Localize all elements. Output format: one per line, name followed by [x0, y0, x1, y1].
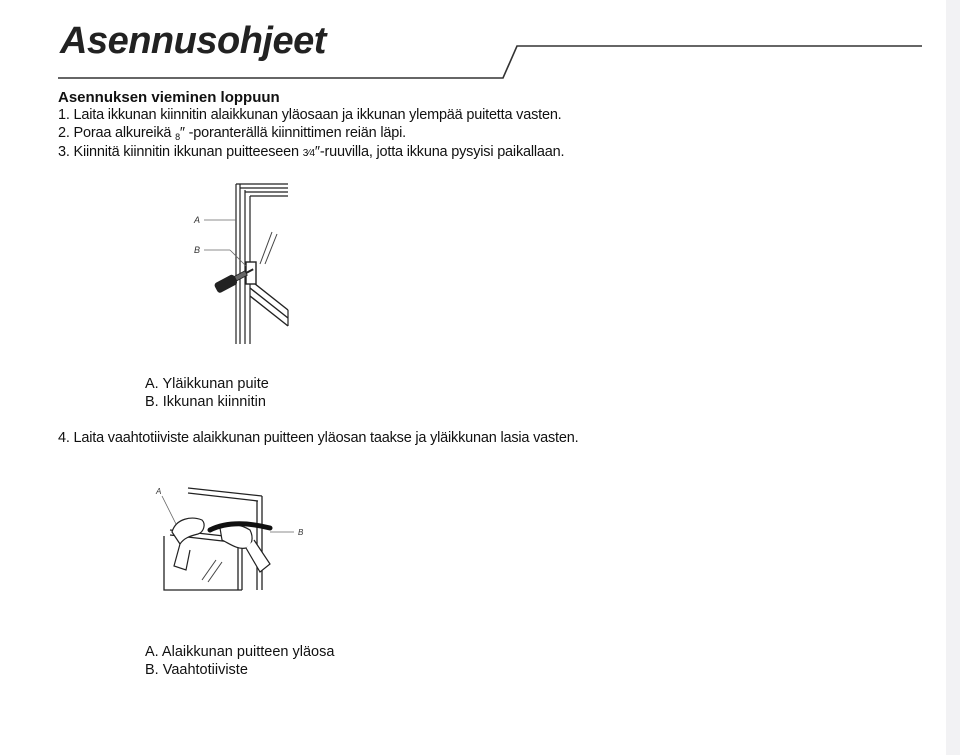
step-2-fraction: 8: [175, 132, 180, 142]
figure2-legend-b: B. Vaahtotiiviste: [145, 662, 248, 678]
page-edge: [946, 0, 960, 755]
step-4: 4. Laita vaahtotiiviste alaikkunan puitteen yläosan taakse ja yläikkunan lasia vasten.: [58, 430, 579, 446]
step-2: [58, 125, 406, 141]
step-2-text: 2. Poraa alkureikä: [58, 125, 176, 141]
section-heading: Asennuksen vieminen loppuun: [58, 89, 280, 106]
figure1-label-a: A: [194, 215, 201, 225]
figure1-legend-b: B. Ikkunan kiinnitin: [145, 394, 266, 410]
figure1-label-b: B: [194, 245, 201, 255]
figure2-label-b: B: [298, 528, 304, 537]
title-rule: [0, 0, 946, 90]
figure2-legend-a: A. Alaikkunan puitteen yläosa: [145, 644, 335, 660]
figure-foam-seal: [150, 480, 320, 600]
step-3: [58, 144, 564, 160]
step-3-text-end: ″-ruuvilla, jotta ikkuna pysyisi paikallaan.: [314, 144, 565, 160]
figure1-legend-a: A. Yläikkunan puite: [145, 376, 269, 392]
step-2-text-end: ″ -poranterällä kiinnittimen reiän läpi.: [179, 125, 406, 141]
page-title: Asennusohjeet: [60, 20, 326, 62]
step-3-fraction: 3⁄4: [302, 148, 315, 159]
figure-window-bracket: [190, 176, 300, 348]
step-1: 1. Laita ikkunan kiinnitin alaikkunan yläosaan ja ikkunan ylempää puitetta vasten.: [58, 107, 562, 123]
window-bracket-illustration: [190, 176, 300, 348]
figure2-label-a: A: [156, 487, 162, 496]
step-3-text: 3. Kiinnitä kiinnitin ikkunan puitteeseen: [58, 144, 303, 160]
foam-seal-illustration: [150, 480, 320, 600]
